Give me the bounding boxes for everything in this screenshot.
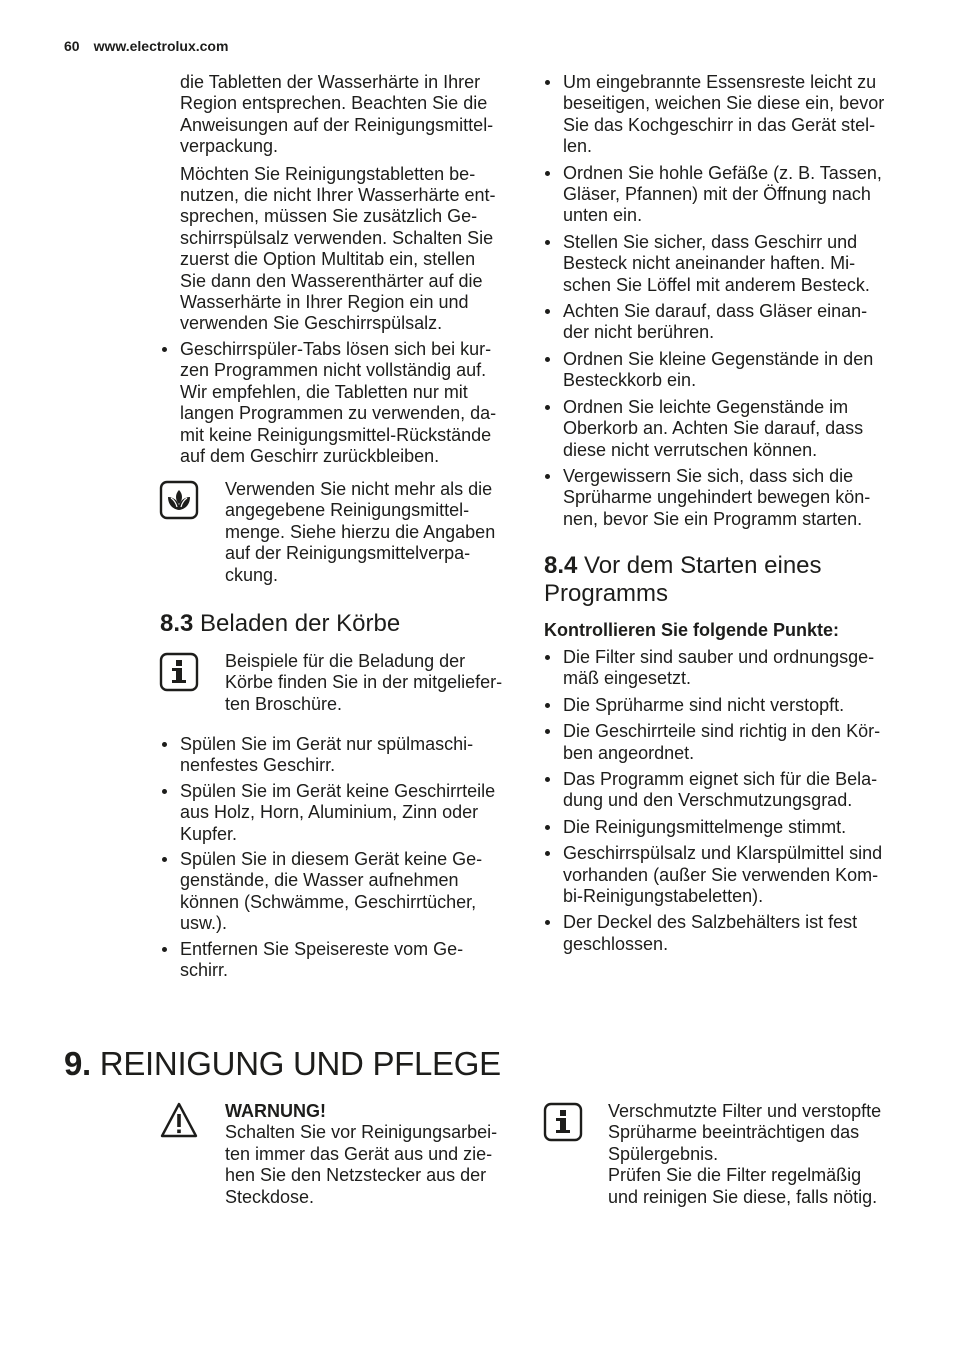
list-item: Das Programm eignet sich für die Bela- dung und den Verschmutzungsgrad.: [544, 769, 924, 812]
tabs-bullet-list: [161, 339, 521, 467]
list-item: Die Filter sind sauber und ordnungsge- mäß eingesetzt.: [544, 647, 924, 690]
left-intro: [180, 72, 520, 335]
list-item: Geschirrspülsalz und Klarspülmittel sind vorhanden (außer Sie verwenden Kom- bi-Reinigungstabeletten).: [544, 843, 924, 907]
section-number: 8.4: [544, 552, 578, 579]
section-number: 8.3: [160, 610, 194, 637]
environment-leaf-icon: [159, 480, 199, 520]
chapter-heading-9: [64, 1046, 501, 1082]
list-item: Spülen Sie im Gerät keine Geschirrteile aus Holz, Horn, Aluminium, Zinn oder Kupfer.: [161, 781, 521, 845]
warning-note: WARNUNG! Schalten Sie vor Reinigungsarbei- ten immer das Gerät aus und zie- hen Sie den Netzstecker aus der Steckdose.: [225, 1101, 525, 1208]
section-title-line2: Programms: [544, 580, 669, 607]
page-header: [64, 38, 228, 54]
warning-triangle-icon: [159, 1100, 199, 1140]
chapter-title: REINIGUNG UND PFLEGE: [99, 1045, 501, 1082]
section-title: Beladen der Körbe: [200, 610, 401, 637]
check-heading: Kontrollieren Sie folgende Punkte:: [544, 620, 840, 640]
list-item: Entfernen Sie Speisereste vom Ge- schirr.: [161, 939, 521, 982]
info-icon: [159, 652, 199, 692]
list-item: Die Sprüharme sind nicht verstopft.: [544, 695, 924, 716]
bullets-8-3: [161, 734, 521, 981]
page-number: 60: [64, 38, 80, 54]
info-note-9: Verschmutzte Filter und verstopfte Sprüharme beeinträchtigen das Spülergebnis. Prüfen Sie die Filter regelmäßig und reinigen Sie diese, falls nötig.: [608, 1101, 882, 1207]
section-heading-8-4: [544, 552, 822, 608]
list-item: Die Geschirrteile sind richtig in den Kör- ben angeordnet.: [544, 721, 924, 764]
info-note-icon-wrap: [159, 652, 199, 697]
environment-note: Verwenden Sie nicht mehr als die angegebene Reinigungsmittel- menge. Siehe hierzu die Angaben auf der Reinigungsmittelverpa- ckung.: [225, 479, 496, 585]
list-item: Spülen Sie in diesem Gerät keine Ge- genstände, die Wasser aufnehmen können (Schwämme, Geschirrtücher, usw.).: [161, 849, 521, 935]
bullets-8-4: [544, 647, 924, 955]
list-item: Ordnen Sie leichte Gegenstände im Oberkorb an. Achten Sie darauf, dass diese nicht verrutschen können.: [544, 397, 924, 461]
chapter-number: 9.: [64, 1045, 91, 1082]
warning-icon-wrap: [159, 1100, 199, 1145]
list-item: Vergewissern Sie sich, dass sich die Sprüharme ungehindert bewegen kön- nen, bevor Sie ein Programm starten.: [544, 466, 924, 530]
info-icon: [543, 1102, 583, 1142]
list-item: Der Deckel des Salzbehälters ist fest geschlossen.: [544, 912, 924, 955]
list-item: Ordnen Sie kleine Gegenstände in den Besteckkorb ein.: [544, 349, 924, 392]
list-item: Spülen Sie im Gerät nur spülmaschi- nenfestes Geschirr.: [161, 734, 521, 777]
info-note-9-icon-wrap: [543, 1102, 583, 1147]
info-note-8-3: Beispiele für die Beladung der Körbe finden Sie in der mitgeliefer- ten Broschüre.: [225, 651, 503, 714]
list-item: Stellen Sie sicher, dass Geschirr und Besteck nicht aneinander haften. Mi- schen Sie Löffel mit anderem Besteck.: [544, 232, 924, 296]
section-heading-8-3: [160, 610, 400, 638]
loading-bullet-list: [544, 72, 924, 530]
environment-note-icon-wrap: [159, 480, 199, 525]
multitab-paragraph: Möchten Sie Reinigungstabletten be- nutzen, die nicht Ihrer Wasserhärte ent- sprechen, müssen Sie zusätzlich Ge- schirrspülsalz verwenden. Schalten Sie zuerst die Option Multitab ein, stellen Sie dann den Wasserenthärter auf die Wasserhärte in Ihrer Region ein und verwenden Sie Geschirrspülsalz.: [180, 163, 496, 334]
list-item: Achten Sie darauf, dass Gläser einan- der nicht berühren.: [544, 301, 924, 344]
section-title-line1: Vor dem Starten eines: [584, 552, 822, 579]
list-item: Geschirrspüler-Tabs lösen sich bei kur- zen Programmen nicht vollständig auf. Wir empfehlen, die Tabletten nur mit langen Programmen zu verwenden, da- mit keine Reinigungsmittel-Rückstände auf dem Geschirr zurückbleiben.: [161, 339, 521, 467]
website-url: www.electrolux.com: [93, 38, 229, 54]
list-item: Ordnen Sie hohle Gefäße (z. B. Tassen, Gläser, Pfannen) mit der Öffnung nach unten ein.: [544, 163, 924, 227]
list-item: Die Reinigungsmittelmenge stimmt.: [544, 817, 924, 838]
intro-paragraph: die Tabletten der Wasserhärte in Ihrer Region entsprechen. Beachten Sie die Anweisungen auf der Reinigungsmittel- verpackung.: [180, 72, 494, 157]
list-item: Um eingebrannte Essensreste leicht zu beseitigen, weichen Sie diese ein, bevor Sie das Kochgeschirr in das Gerät stel- len.: [544, 72, 924, 158]
warning-title: WARNUNG!: [225, 1101, 326, 1121]
